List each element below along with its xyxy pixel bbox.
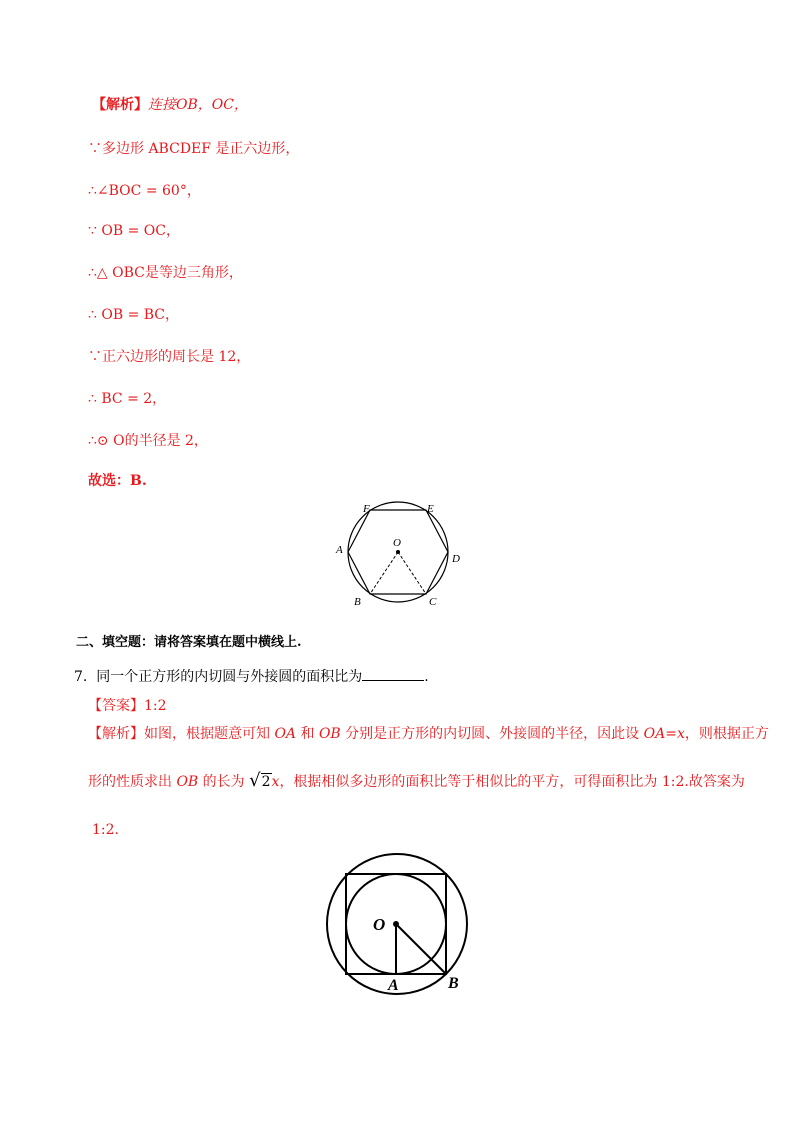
square-circles-figure [320,852,480,998]
answer-7 [88,697,167,715]
var-oa: OA [274,726,297,742]
analysis-text-2c: ，根据相似多边形的面积比等于相似比的平方，可得面积比为 1:2.故答案为 [279,774,745,790]
answer-blank [362,668,424,681]
solution1-step1: ∵多边形 ABCDEF 是正六边形， [88,141,300,157]
solution1-step3: ∵ OB = OC， [88,223,180,239]
question-text: 同一个正方形的内切圆与外接圆的面积比为 [96,669,363,685]
label-o: O [393,537,401,549]
question-7 [74,668,429,686]
analysis-text-2a: 形的性质求出 [88,774,177,790]
label-b: B [448,975,459,992]
solution1-conclusion: 故选：B. [88,473,147,489]
label-e: E [427,503,434,515]
analysis-label: 【解析】 [88,726,144,742]
intro-text: 连接OB，OC， [148,97,248,113]
analysis-text-2b: 的长为 [198,774,250,790]
label-b: B [354,596,361,608]
analysis-7-line1 [88,725,769,743]
solution1-step4: ∴△ OBC是等边三角形， [88,265,243,281]
var-oa-x: OA=x [643,726,685,742]
center-point-o [393,921,399,927]
solution1-step8: ∴⊙ O的半径是 2， [88,433,208,449]
answer-label: 【答案】 [88,698,144,714]
analysis-text-1d: ，则根据正方 [684,726,769,742]
analysis-7-line3: 1:2. [92,822,119,838]
question-number: 7. [74,669,88,685]
segment-ob [370,552,398,594]
label-a: A [388,977,399,994]
analysis-7-line2 [88,772,745,791]
sqrt-variable: x [271,774,280,790]
sqrt-sign: √ [249,770,261,791]
label-a: A [336,544,343,556]
hexagon-circle-figure [328,496,468,612]
analysis-text-1c: 分别是正方形的内切圆、外接圆的半径，因此设 [340,726,644,742]
question-end: . [424,669,429,685]
var-ob: OB [318,726,341,742]
sqrt-radicand: 2 [261,774,271,790]
label-o: O [373,915,386,934]
section-heading: 二、填空题：请将答案填在题中横线上. [76,635,302,650]
solution1-step6: ∵正六边形的周长是 12， [88,349,251,365]
analysis-text-1b: 和 [296,726,319,742]
label-c: C [429,596,437,608]
sqrt-expression [249,772,271,791]
label-f: F [363,503,370,515]
solution1-step2: ∴∠BOC = 60°， [88,183,201,199]
segment-oc [398,552,426,594]
analysis-label: 【解析】 [92,97,148,113]
solution1-step5: ∴ OB = BC， [88,307,180,323]
analysis-text-1a: 如图，根据题意可知 [144,726,275,742]
center-point-o [396,550,400,554]
solution1-step7: ∴ BC = 2， [88,391,167,407]
solution1-intro-line [92,96,248,114]
label-d: D [452,553,460,565]
var-ob-2: OB [176,774,199,790]
answer-value: 1:2 [144,698,167,714]
